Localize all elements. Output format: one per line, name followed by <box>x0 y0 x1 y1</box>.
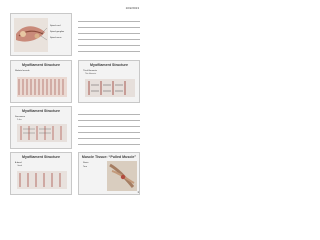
pulled-muscle-photo <box>79 153 140 195</box>
notes-1 <box>78 13 140 56</box>
notes-3 <box>78 106 140 149</box>
nerve-diagram <box>11 14 72 56</box>
slide-3 <box>10 106 72 149</box>
slide-4-title: Myofilament Structure <box>90 63 128 67</box>
slide-6-bullet-2: Tear <box>83 166 88 168</box>
slide-5 <box>10 152 72 195</box>
slide-2-title: Myofilament Structure <box>22 63 60 67</box>
band-diagram <box>11 153 72 195</box>
slide-3-bullet-2: Z disc <box>17 119 22 121</box>
slide-4 <box>78 60 140 103</box>
slide-6-bullet-1: Strain <box>83 162 89 164</box>
slide-4-bullet-1: Thick filaments <box>83 70 97 72</box>
slide-5-title: Myofilament Structure <box>22 155 60 159</box>
slide-1-bullet-2: Spinal ganglion <box>50 31 65 33</box>
slide-6-title: Muscle Tissue: “Pulled Muscle” <box>81 155 137 159</box>
slide-3-bullet-1: Sarcomere <box>15 116 26 118</box>
muscle-fiber-diagram <box>11 61 72 103</box>
slide-3-title: Myofilament Structure <box>22 109 60 113</box>
slide-1-bullet-3: Spinal nerve <box>50 37 62 39</box>
slide-5-bullet-1: A band <box>15 162 22 164</box>
sarcomere-diagram <box>11 107 72 149</box>
slide-2 <box>10 60 72 103</box>
slide-1-bullet-1: Spinal cord <box>50 25 61 27</box>
header-date: 10/2/2013 <box>125 6 139 10</box>
slide-5-bullet-2: I band <box>17 165 22 167</box>
slide-2-bullet-1: Skeletal muscle <box>15 70 30 72</box>
page-number: 1 <box>137 190 139 194</box>
slide-4-bullet-2: Thin filaments <box>85 73 97 75</box>
slide-6 <box>78 152 140 195</box>
slide-1 <box>10 13 72 56</box>
filament-diagram <box>79 61 140 103</box>
